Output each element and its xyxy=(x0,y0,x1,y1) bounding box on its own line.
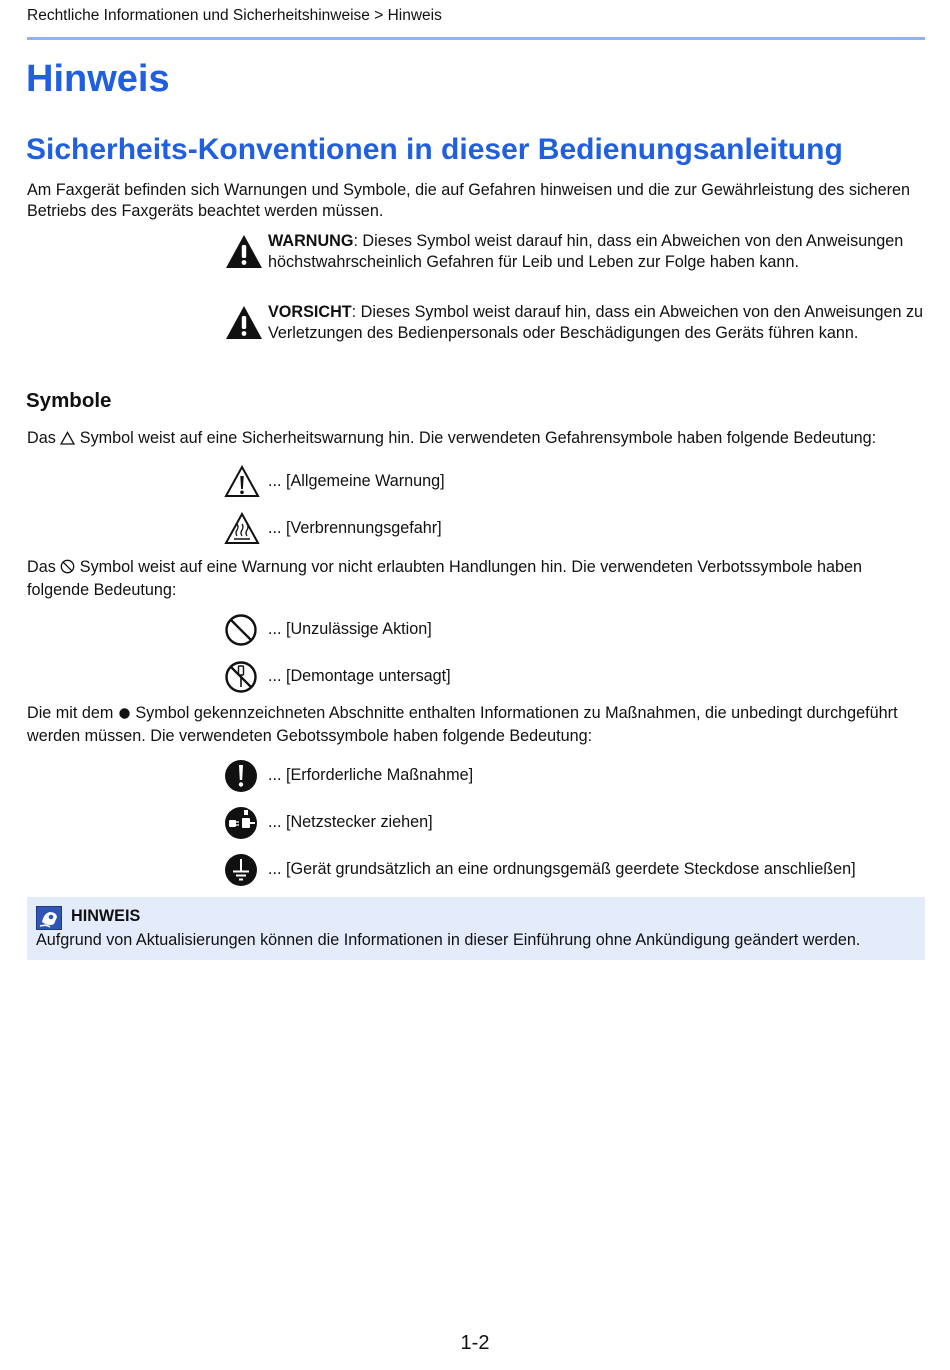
triangle-paragraph xyxy=(27,428,925,451)
caution-description: : Dieses Symbol weist darauf hin, dass ein Abweichen von den Anweisungen zu Verletzungen des Bedienpersonals oder Beschädigungen des Geräts führen kann. xyxy=(268,303,924,342)
caution-triangle-icon xyxy=(224,302,264,347)
burn-hazard-icon xyxy=(224,512,260,551)
no-disassembly-label: ... [Demontage untersagt] xyxy=(268,667,451,685)
mandatory-para-start: Die mit dem xyxy=(27,704,118,722)
no-disassembly-icon xyxy=(224,660,260,699)
triangle-para-start: Das xyxy=(27,429,61,447)
symbol-row-unplug xyxy=(224,806,924,840)
unplug-label: ... [Netzstecker ziehen] xyxy=(268,813,433,831)
header-rule xyxy=(27,37,925,40)
burn-hazard-label: ... [Verbrennungsgefahr] xyxy=(268,519,442,537)
symbol-row-mandatory-action xyxy=(224,759,924,793)
symbol-row-prohibited-action xyxy=(224,613,924,647)
warning-label: WARNUNG xyxy=(268,232,354,250)
ground-icon xyxy=(224,853,260,892)
small-triangle-icon xyxy=(60,430,75,451)
warning-text xyxy=(268,231,926,272)
prohibited-action-icon xyxy=(224,613,260,652)
warning-triangle-icon xyxy=(224,231,264,276)
unplug-icon xyxy=(224,806,260,845)
note-title: HINWEIS xyxy=(71,907,141,925)
symbol-row-burn-hazard xyxy=(224,512,924,546)
general-warning-icon xyxy=(224,465,260,504)
triangle-para-end: Symbol weist auf eine Sicherheitswarnung hin. Die verwendeten Gefahrensymbole haben folgende Bedeutung: xyxy=(75,429,877,447)
prohibited-action-label: ... [Unzulässige Aktion] xyxy=(268,620,432,638)
ground-label: ... [Gerät grundsätzlich an eine ordnungsgemäß geerdete Steckdose anschließen] xyxy=(268,860,856,878)
prohibit-para-end: Symbol weist auf eine Warnung vor nicht erlaubten Handlungen hin. Die verwendeten Verbotssymbole haben folgende Bedeutung: xyxy=(27,558,863,599)
mandatory-paragraph xyxy=(27,703,925,746)
breadcrumb: Rechtliche Informationen und Sicherheitshinweise > Hinweis xyxy=(27,7,442,24)
symbol-row-general-warning xyxy=(224,465,924,499)
page-number: 1-2 xyxy=(460,1332,490,1354)
warning-description: : Dieses Symbol weist darauf hin, dass ein Abweichen von den Anweisungen höchstwahrscheinlich Gefahren für Leib und Leben zur Folge haben kann. xyxy=(268,232,904,271)
symbols-heading: Symbole xyxy=(26,389,112,412)
note-text: Aufgrund von Aktualisierungen können die Informationen in dieser Einführung ohne Ankündigung geändert werden. xyxy=(36,931,861,949)
symbol-row-ground xyxy=(224,853,924,887)
mandatory-para-end: Symbol gekennzeichneten Abschnitte enthalten Informationen zu Maßnahmen, die unbedingt durchgeführt werden müssen. Die verwendeten Gebotssymbole haben folgende Bedeutung: xyxy=(27,704,898,745)
mandatory-action-icon xyxy=(224,759,260,798)
small-dot-icon xyxy=(118,705,131,726)
intro-paragraph: Am Faxgerät befinden sich Warnungen und Symbole, die auf Gefahren hinweisen und die zur Gewährleistung des sicheren Betriebs des Faxgeräts beachtet werden müssen. xyxy=(27,181,911,220)
general-warning-label: ... [Allgemeine Warnung] xyxy=(268,472,445,490)
caution-text xyxy=(268,302,926,343)
section-title: Sicherheits-Konventionen in dieser Bedienungsanleitung xyxy=(26,133,843,166)
caution-block xyxy=(224,302,926,364)
caution-label: VORSICHT xyxy=(268,303,352,321)
prohibit-para-start: Das xyxy=(27,558,61,576)
prohibition-paragraph xyxy=(27,557,925,600)
note-box xyxy=(27,897,925,960)
mandatory-action-label: ... [Erforderliche Maßnahme] xyxy=(268,766,474,784)
warning-block xyxy=(224,231,926,293)
symbol-row-no-disassembly xyxy=(224,660,924,694)
page-title: Hinweis xyxy=(26,58,170,100)
small-prohibition-icon xyxy=(60,559,75,580)
